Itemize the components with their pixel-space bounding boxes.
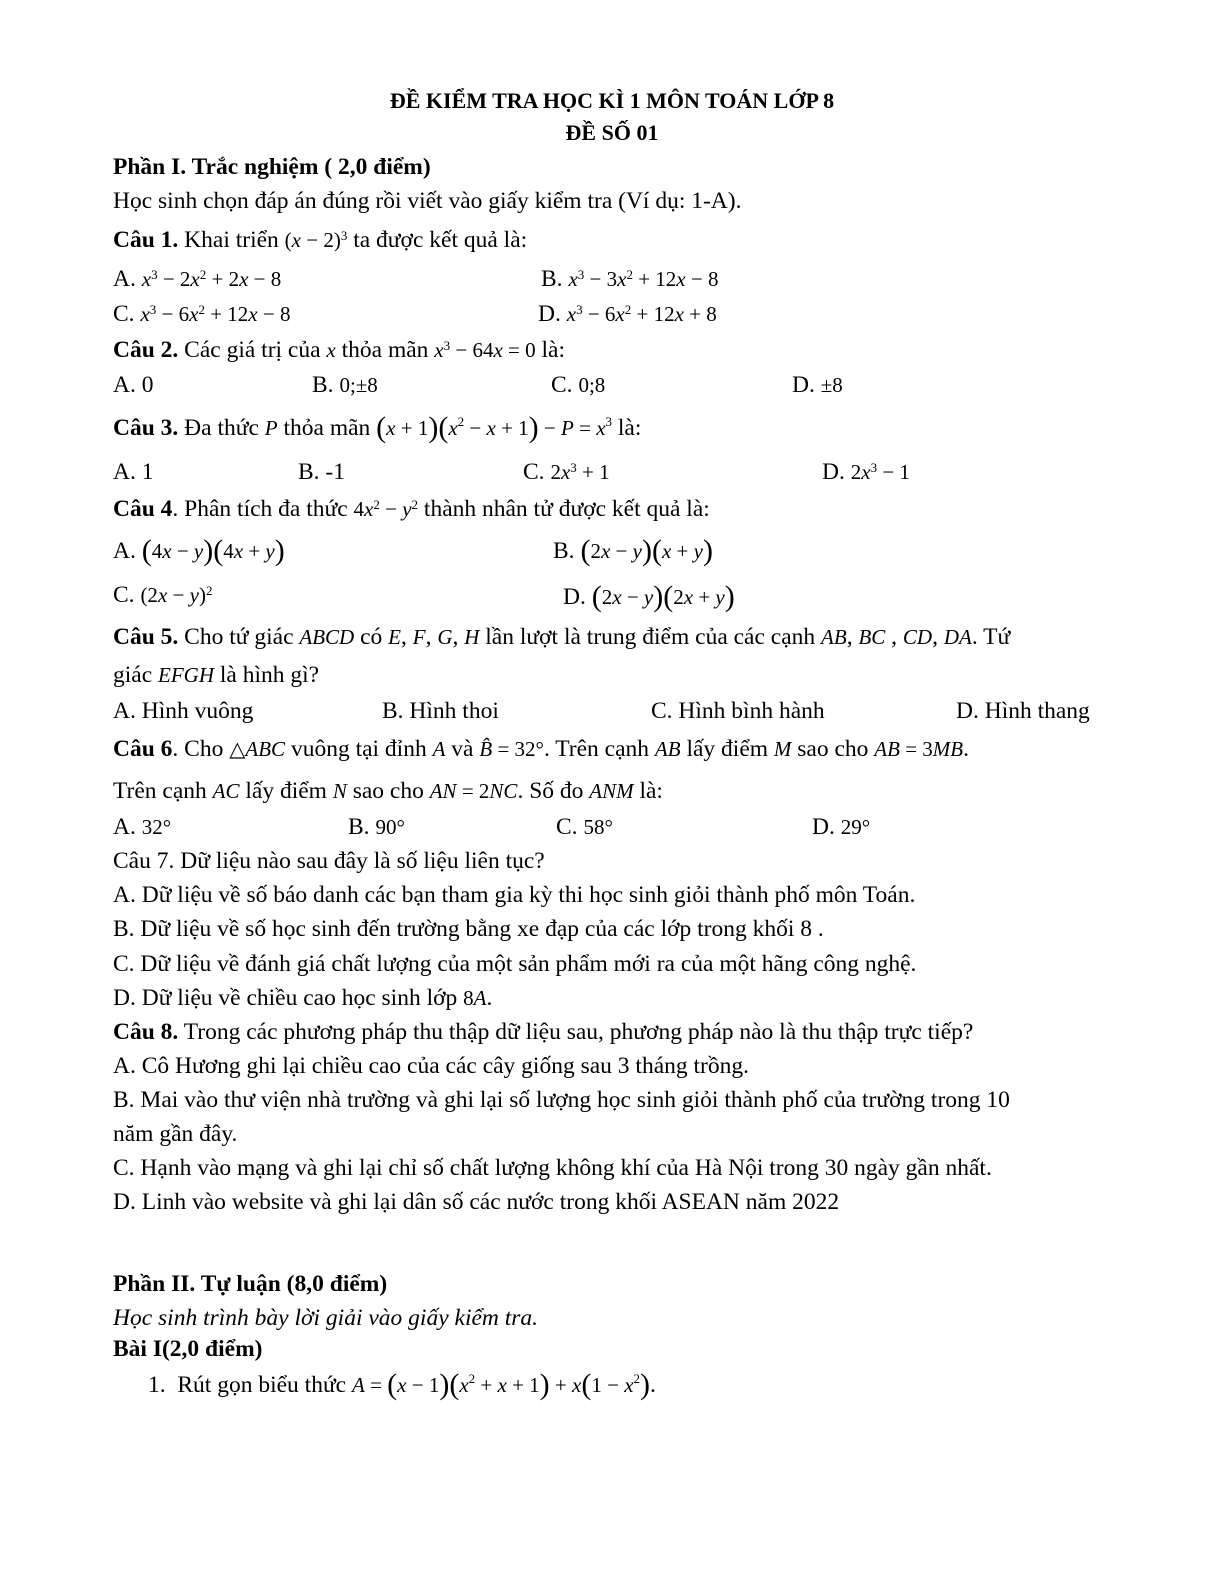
bai1-heading: Bài I(2,0 điểm) (113, 1336, 263, 1362)
q3-option-b: B. -1 (298, 459, 345, 485)
q6-option-c: C. 58° (556, 814, 613, 840)
part1-heading: Phần I. Trắc nghiệm ( 2,0 điểm) (113, 154, 431, 180)
q7-option-d: D. Dữ liệu về chiều cao học sinh lớp 8A. (113, 985, 493, 1011)
question-1: Câu 1. Khai triển $(x - 2)^3$ ta được kết quả là: (113, 227, 528, 253)
q8-option-d: D. Linh vào website và ghi lại dân số các nước trong khối ASEAN năm 2022 (113, 1189, 840, 1215)
q6-option-b: B. 90° (348, 814, 405, 840)
part1-instruction: Học sinh chọn đáp án đúng rồi viết vào giấy kiểm tra (Ví dụ: 1-A). (113, 188, 742, 214)
q2-option-d: D. ±8 (792, 372, 843, 398)
q3-option-c: C. $2x^3 + 1$ (523, 459, 610, 485)
q3-option-a: A. 1 (113, 459, 154, 485)
q7-option-a: A. Dữ liệu về số báo danh các bạn tham gia kỳ thi học sinh giỏi thành phố môn Toán. (113, 882, 916, 908)
question-2: Câu 2. Các giá trị của x thỏa mãn $x^3 - 64x = 0$ là: (113, 337, 566, 363)
q1-option-a: A. $x^3 - 2x^2 + 2x - 8$ (113, 266, 282, 292)
question-4: Câu 4. Phân tích đa thức $4x^2 - y^2$ thành nhân tử được kết quả là: (113, 496, 710, 522)
q5-option-b: B. Hình thoi (382, 698, 499, 724)
q8-option-a: A. Cô Hương ghi lại chiều cao của các cây giống sau 3 tháng trồng. (113, 1053, 749, 1079)
q7-option-c: C. Dữ liệu về đánh giá chất lượng của một sản phẩm mới ra của một hãng công nghệ. (113, 951, 917, 977)
question-6: Câu 6. Cho △ABC vuông tại đỉnh A và B̂ = 32°. Trên cạnh AB lấy điểm M sao cho AB = 3MB. (113, 736, 969, 762)
question-5: Câu 5. Cho tứ giác ABCD có E, F, G, H lần lượt là trung điểm của các cạnh AB, BC , CD, DA. Tứ (113, 624, 1011, 650)
q7-option-b: B. Dữ liệu về số học sinh đến trường bằng xe đạp của các lớp trong khối 8 . (113, 916, 824, 942)
bai1-item-1: 1. Rút gọn biểu thức $A = (x - 1)(x^2 + x + 1) + x(1 - x^2)$. (148, 1368, 656, 1401)
q4-option-d: D. (2x − y)(2x + y) (563, 580, 735, 613)
q3-option-d: D. $2x^3 - 1$ (822, 459, 910, 485)
q5-option-c: C. Hình bình hành (651, 698, 825, 724)
question-6-cont: Trên cạnh AC lấy điểm N sao cho AN = 2NC. Số đo ANM là: (113, 778, 663, 804)
question-5-cont: giác EFGH là hình gì? (113, 662, 320, 688)
part2-instruction: Học sinh trình bày lời giải vào giấy kiểm tra. (113, 1305, 539, 1331)
q1-option-d: D. $x^3 - 6x^2 + 12x + 8$ (538, 301, 717, 327)
q8-option-b-cont: năm gần đây. (113, 1121, 238, 1147)
question-8: Câu 8. Trong các phương pháp thu thập dữ liệu sau, phương pháp nào là thu thập trực tiếp? (113, 1019, 974, 1045)
exam-subtitle: ĐỀ SỐ 01 (565, 120, 659, 145)
q4-option-b: B. (2x − y)(x + y) (553, 534, 713, 567)
q6-option-a: A. 32° (113, 814, 172, 840)
q5-option-d: D. Hình thang (956, 698, 1090, 724)
question-label: Câu 1. (113, 227, 179, 253)
q4-option-a: A. (4x − y)(4x + y) (113, 534, 285, 567)
exam-title: ĐỀ KIỂM TRA HỌC KÌ 1 MÔN TOÁN LỚP 8 (389, 88, 835, 113)
q2-option-c: C. 0;8 (551, 372, 606, 398)
q8-option-b: B. Mai vào thư viện nhà trường và ghi lại số lượng học sinh giỏi thành phố của trường trong 10 (113, 1087, 1010, 1113)
q5-option-a: A. Hình vuông (113, 698, 254, 724)
q4-option-c: C. $(2x - y)^2$ (113, 582, 213, 608)
question-7: Câu 7. Dữ liệu nào sau đây là số liệu liên tục? (113, 848, 545, 874)
q1-option-c: C. $x^3 - 6x^2 + 12x - 8$ (113, 301, 291, 327)
q2-option-a: A. 0 (113, 372, 154, 398)
question-3: Câu 3. Đa thức P thỏa mãn $(x + 1)(x^2 - x + 1) - P = x^3$ là: (113, 411, 642, 444)
part2-heading: Phần II. Tự luận (8,0 điểm) (113, 1271, 388, 1297)
q6-option-d: D. 29° (812, 814, 871, 840)
q1-option-b: B. $x^3 - 3x^2 + 12x - 8$ (541, 266, 719, 292)
q8-option-c: C. Hạnh vào mạng và ghi lại chỉ số chất lượng không khí của Hà Nội trong 30 ngày gần nhất. (113, 1155, 992, 1181)
q2-option-b: B. 0;±8 (312, 372, 378, 398)
